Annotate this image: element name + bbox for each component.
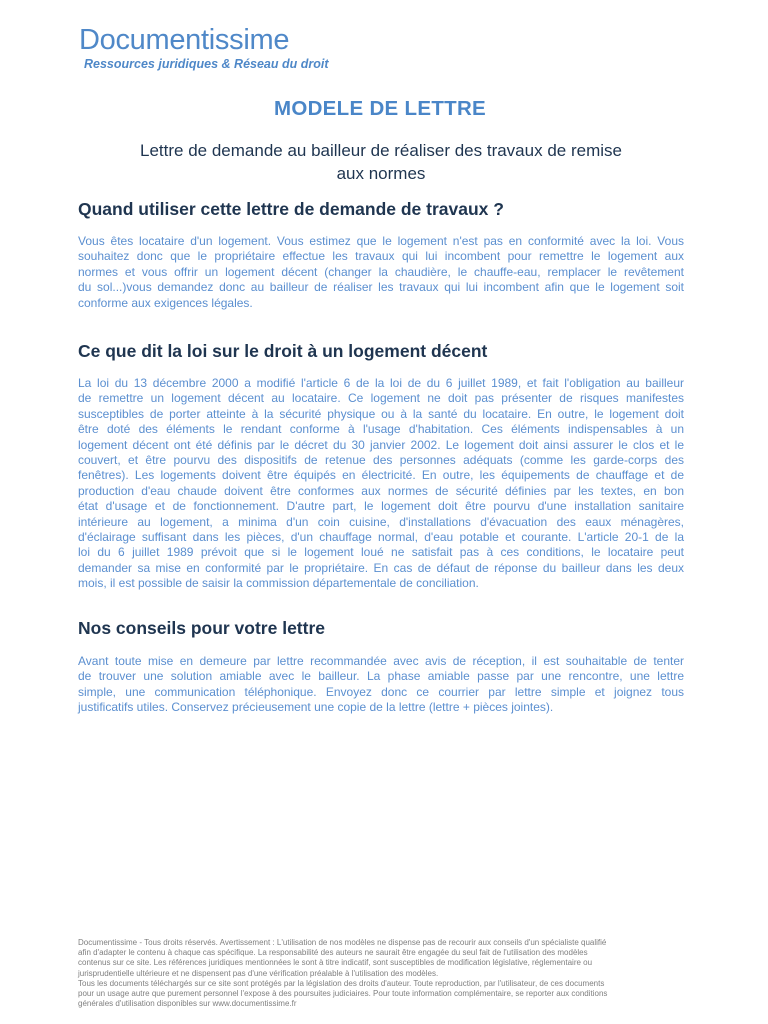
paragraph-line: Vous êtes locataire d'un logement. Vous estimez que le logement n'est pas en conformité avec la loi. Vous xyxy=(78,234,684,248)
disclaimer-line: générales d'utilisation disponibles sur www.documentissime.fr xyxy=(78,999,297,1009)
paragraph-line: loi du 6 juillet 1989 prévoit que si le logement loué ne satisfait pas à ces conditions, le locataire peut xyxy=(78,545,684,560)
paragraph-line: Avant toute mise en demeure par lettre recommandée avec avis de réception, il est souhaitable de tenter xyxy=(78,654,684,668)
logo-tagline: Ressources juridiques & Réseau du droit xyxy=(84,57,329,71)
paragraph-line: simple, une communication téléphonique. Envoyez donc ce courrier par lettre simple et joignez tous xyxy=(78,684,684,699)
document-subtitle xyxy=(78,139,684,185)
paragraph-line: justificatifs utiles. Conservez précieusement une copie de la lettre (lettre + pièces jointes). xyxy=(78,700,554,715)
paragraph-line: souhaitez donc que le propriétaire effectue les travaux qui lui incombent pour remettre le logement aux xyxy=(78,249,684,264)
section-paragraph-when-to-use xyxy=(78,234,684,311)
subtitle-line: Lettre de demande au bailleur de réaliser des travaux de remise xyxy=(140,141,622,160)
paragraph-line: d'éclairage suffisant dans les pièces, d'un chauffage normal, d'eau potable et courante. L'article 20-1 de la xyxy=(78,530,684,545)
paragraph-line: de remettre un logement décent au locataire. Ce logement ne doit pas présenter de risques manifestes xyxy=(78,391,684,406)
section-paragraph-advice xyxy=(78,654,684,716)
paragraph-line: couvert, et être pourvu des dispositifs de retenue des personnes adéquats (comme les garde-corps des xyxy=(78,453,684,468)
paragraph-line: conforme aux exigences légales. xyxy=(78,295,253,310)
paragraph-line: La loi du 13 décembre 2000 a modifié l'article 6 de la loi de du 6 juillet 1989, et fait l'obligation au bailleur xyxy=(78,376,684,390)
disclaimer-line: pour un usage autre que purement personnel l'expose à des poursuites judiciaires. Pour toute information complémentaire, se reporter aux conditions xyxy=(78,989,608,999)
disclaimer-line: afin d'adapter le contenu à chaque cas spécifique. La responsabilité des auteurs ne saurait être engagée du seul fait de l'utilisation des modèles xyxy=(78,948,588,958)
paragraph-line: intérieure au logement, a minima d'un coin cuisine, d'installations d'évacuation des eaux ménagères, xyxy=(78,514,684,529)
disclaimer-line: jurisprudentielle ultérieure et ne dispensent pas d'une vérification préalable à l'utilisation des modèles. xyxy=(78,968,439,978)
document-title: MODELE DE LETTRE xyxy=(273,97,487,120)
paragraph-line: normes et vous offrir un logement décent (changer la chaudière, le chauffe-eau, remplacer le revêtement xyxy=(78,264,684,279)
section-heading-when-to-use: Quand utiliser cette lettre de demande de travaux ? xyxy=(78,199,504,219)
paragraph-line: susceptibles de porter atteinte à la sécurité physique ou à la santé du locataire. En outre, le logement doit xyxy=(78,406,684,421)
paragraph-line: demander sa mise en conformité par le propriétaire. En cas de défaut de réponse du bailleur dans les deux xyxy=(78,560,684,575)
paragraph-line: de trouver une solution amiable avec le bailleur. La phase amiable passe par une rencontre, une lettre xyxy=(78,669,684,684)
disclaimer-line: Tous les documents téléchargés sur ce site sont protégés par la législation des droits d'auteur. Toute reproduction, par l'utilisateur, de ces documents xyxy=(78,978,605,988)
disclaimer-line: contenus sur ce site. Les références juridiques mentionnées le sont à titre indicatif, sont susceptibles de modification législative, réglementaire ou xyxy=(78,958,593,968)
paragraph-line: fenêtres). Les logements doivent être équipés en électricité. En outre, les équipements de chauffage et de xyxy=(78,468,684,483)
subtitle-line: aux normes xyxy=(336,164,426,183)
legal-disclaimer xyxy=(78,938,688,1009)
logo-name: Documentissime xyxy=(79,24,290,56)
paragraph-line: état d'usage et de fonctionnement. D'autre part, le logement doit être pourvu d'une installation sanitaire xyxy=(78,499,684,514)
disclaimer-line: Documentissime - Tous droits réservés. Avertissement : L'utilisation de nos modèles ne dispense pas de recourir aux conseils d'un spécialiste qualifié xyxy=(78,938,607,947)
section-heading-law: Ce que dit la loi sur le droit à un logement décent xyxy=(78,341,488,361)
paragraph-line: logement décent ont été définis par le décret du 30 janvier 2002. Le logement doit ainsi assurer le clos et le xyxy=(78,437,684,452)
section-heading-advice: Nos conseils pour votre lettre xyxy=(78,618,326,638)
section-paragraph-law xyxy=(78,376,684,592)
paragraph-line: mois, il est possible de saisir la commission départementale de conciliation. xyxy=(78,576,479,591)
paragraph-line: être doté des éléments le rendant conforme à l'usage d'habitation. Ces éléments indispensables à un xyxy=(78,422,684,437)
documentissime-logo xyxy=(79,24,329,72)
paragraph-line: du sol...)vous demandez donc au bailleur de réaliser les travaux qui lui incombent afin que le logement soit xyxy=(78,280,684,295)
paragraph-line: production d'eau chaude doivent être conformes aux normes de sécurité définies par les textes, en bon xyxy=(78,483,684,498)
